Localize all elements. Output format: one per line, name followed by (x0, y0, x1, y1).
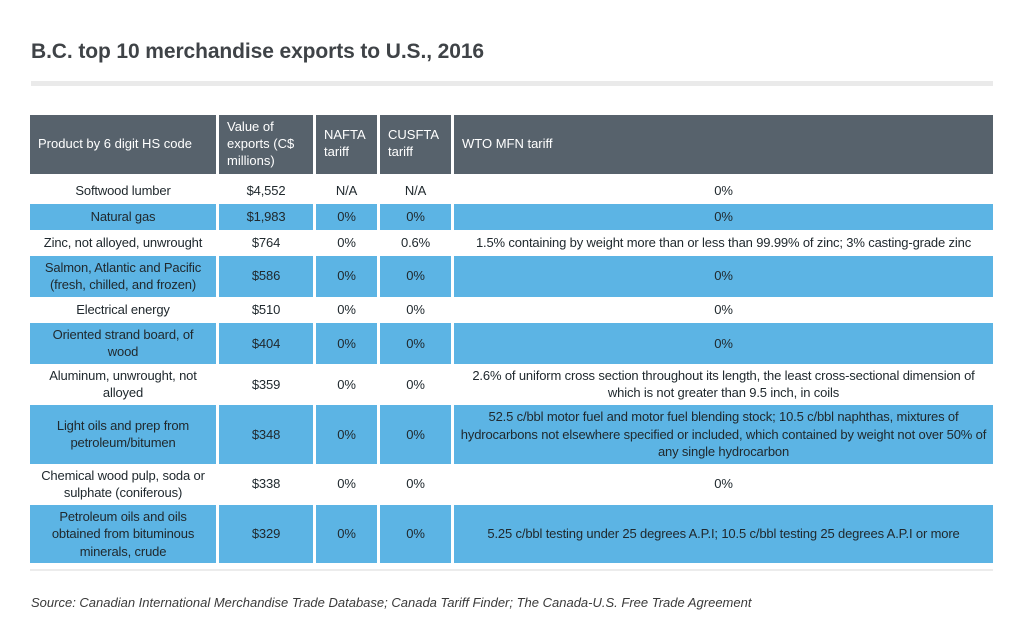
product-cell: Petroleum oils and oils obtained from bituminous minerals, crude (30, 505, 219, 564)
wto-cell: 5.25 c/bbl testing under 25 degrees A.P.I; 10.5 c/bbl testing 25 degrees A.P.I or more (454, 505, 993, 564)
value-cell: $1,983 (219, 204, 316, 230)
wto-cell: 0% (714, 301, 733, 317)
product-cell: Zinc, not alloyed, unwrought (30, 230, 219, 256)
table-row (30, 178, 993, 204)
cusfta-cell: 0% (380, 204, 454, 230)
table-row (30, 204, 993, 230)
column-header-value: Value of exports (C$ millions) (219, 115, 316, 178)
wto-cell: 0% (454, 204, 993, 230)
table-row (30, 256, 993, 297)
table-row (30, 230, 993, 256)
cusfta-cell: 0.6% (380, 230, 454, 256)
product-cell: Oriented strand board, of wood (30, 323, 219, 364)
table-row (30, 405, 993, 464)
product-cell: Salmon, Atlantic and Pacific (fresh, chilled, and frozen) (30, 256, 219, 297)
value-cell: $329 (219, 505, 316, 564)
column-header-cusfta: CUSFTA tariff (380, 115, 454, 178)
cusfta-cell: 0% (380, 297, 454, 323)
nafta-cell: 0% (316, 323, 380, 364)
table-row (30, 297, 993, 323)
value-cell: $764 (219, 230, 316, 256)
value-cell: $338 (219, 464, 316, 505)
cusfta-cell: 0% (380, 505, 454, 564)
nafta-cell: N/A (316, 178, 380, 204)
title-divider (31, 81, 993, 86)
wto-cell: 1.5% containing by weight more than or less than 99.99% of zinc; 3% casting-grade zinc (475, 234, 972, 250)
column-header-nafta: NAFTA tariff (316, 115, 380, 178)
table-container (30, 115, 993, 610)
cusfta-cell: 0% (380, 405, 454, 464)
value-cell: $510 (219, 297, 316, 323)
value-cell: $4,552 (219, 178, 316, 204)
value-cell: $586 (219, 256, 316, 297)
value-cell: $348 (219, 405, 316, 464)
cusfta-cell: 0% (380, 464, 454, 505)
value-cell: $404 (219, 323, 316, 364)
table-row (30, 464, 993, 505)
table-bottom-rule (30, 569, 993, 571)
value-cell: $359 (219, 364, 316, 405)
nafta-cell: 0% (316, 297, 380, 323)
column-header-product: Product by 6 digit HS code (30, 115, 219, 178)
nafta-cell: 0% (316, 405, 380, 464)
product-cell: Electrical energy (30, 297, 219, 323)
cusfta-cell: N/A (380, 178, 454, 204)
cusfta-cell: 0% (380, 256, 454, 297)
table-header-row (30, 115, 993, 178)
nafta-cell: 0% (316, 464, 380, 505)
cusfta-cell: 0% (380, 323, 454, 364)
page-title: B.C. top 10 merchandise exports to U.S., 2016 (31, 40, 484, 63)
exports-table (30, 115, 993, 563)
wto-cell: 0% (714, 182, 733, 198)
wto-cell: 0% (454, 323, 993, 364)
wto-cell: 2.6% of uniform cross section throughout its length, the least cross-sectional dimension of which is not greater than 9.5 inch, in coils (472, 367, 975, 401)
nafta-cell: 0% (316, 230, 380, 256)
nafta-cell: 0% (316, 256, 380, 297)
table-row (30, 323, 993, 364)
table-row (30, 505, 993, 564)
wto-cell: 0% (454, 256, 993, 297)
product-cell: Chemical wood pulp, soda or sulphate (coniferous) (30, 464, 219, 505)
column-header-wto: WTO MFN tariff (454, 115, 993, 178)
nafta-cell: 0% (316, 204, 380, 230)
source-note: Source: Canadian International Merchandise Trade Database; Canada Tariff Finder; The Canada-U.S. Free Trade Agreement (31, 595, 752, 611)
table-row (30, 364, 993, 405)
product-cell: Aluminum, unwrought, not alloyed (30, 364, 219, 405)
wto-cell: 52.5 c/bbl motor fuel and motor fuel blending stock; 10.5 c/bbl naphthas, mixtures of hydrocarbons not elsewhere specified or included, which contained by weight not over 50% of any single hydrocarbon (454, 405, 993, 464)
nafta-cell: 0% (316, 505, 380, 564)
product-cell: Natural gas (30, 204, 219, 230)
product-cell: Softwood lumber (30, 178, 219, 204)
cusfta-cell: 0% (380, 364, 454, 405)
product-cell: Light oils and prep from petroleum/bitumen (30, 405, 219, 464)
exports-table-body (30, 178, 993, 564)
nafta-cell: 0% (316, 364, 380, 405)
wto-cell: 0% (714, 476, 733, 492)
